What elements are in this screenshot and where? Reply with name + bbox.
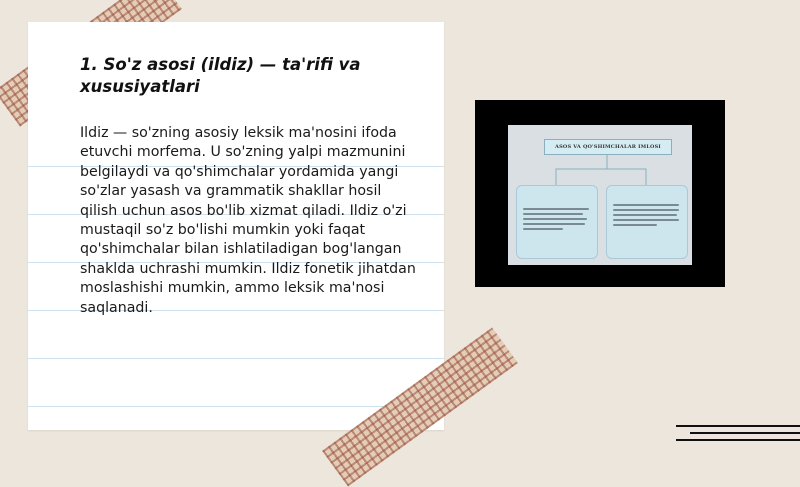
decorative-line	[690, 432, 800, 434]
decorative-line	[676, 425, 800, 427]
text-scribble	[613, 209, 679, 211]
slide-image-frame	[475, 100, 725, 287]
text-scribble	[613, 204, 679, 206]
definition-paragraph: Ildiz — so'zning asosiy leksik ma'nosini ifoda etuvchi morfema. U so'zning yalpi mazmunini belgilaydi va qo'shimchalar yordamida yangi so'zlar yasash va grammatik shakllar hosil qilish uchun asos bo'lib xizmat qiladi. Ildiz o'zi mustaqil so'z bo'lishi mumkin yoki faqat qo'shimchalar bilan ishlatiladigan bog'langan shaklda uchrashi mumkin. Ildiz fonetik jihatdan moslashishi mumkin, ammo leksik ma'nosi saqlanadi.	[80, 125, 416, 316]
section-heading: 1. So'z asosi (ildiz) — ta'rifi va xususiyatlari	[80, 55, 361, 96]
text-scribble	[523, 213, 583, 215]
text-scribble	[523, 228, 563, 230]
diagram-box-right	[606, 185, 688, 259]
text-scribble	[523, 218, 587, 220]
text-scribble	[613, 214, 677, 216]
slide-title: ASOS VA QO'SHIMCHALAR IMLOSI	[544, 139, 672, 155]
decorative-line	[676, 439, 800, 441]
slide-image	[508, 125, 692, 265]
text-scribble	[613, 224, 657, 226]
text-scribble	[523, 208, 589, 210]
decorative-lines	[676, 423, 800, 443]
text-scribble	[613, 219, 679, 221]
diagram-box-left	[516, 185, 598, 259]
text-scribble	[523, 223, 585, 225]
